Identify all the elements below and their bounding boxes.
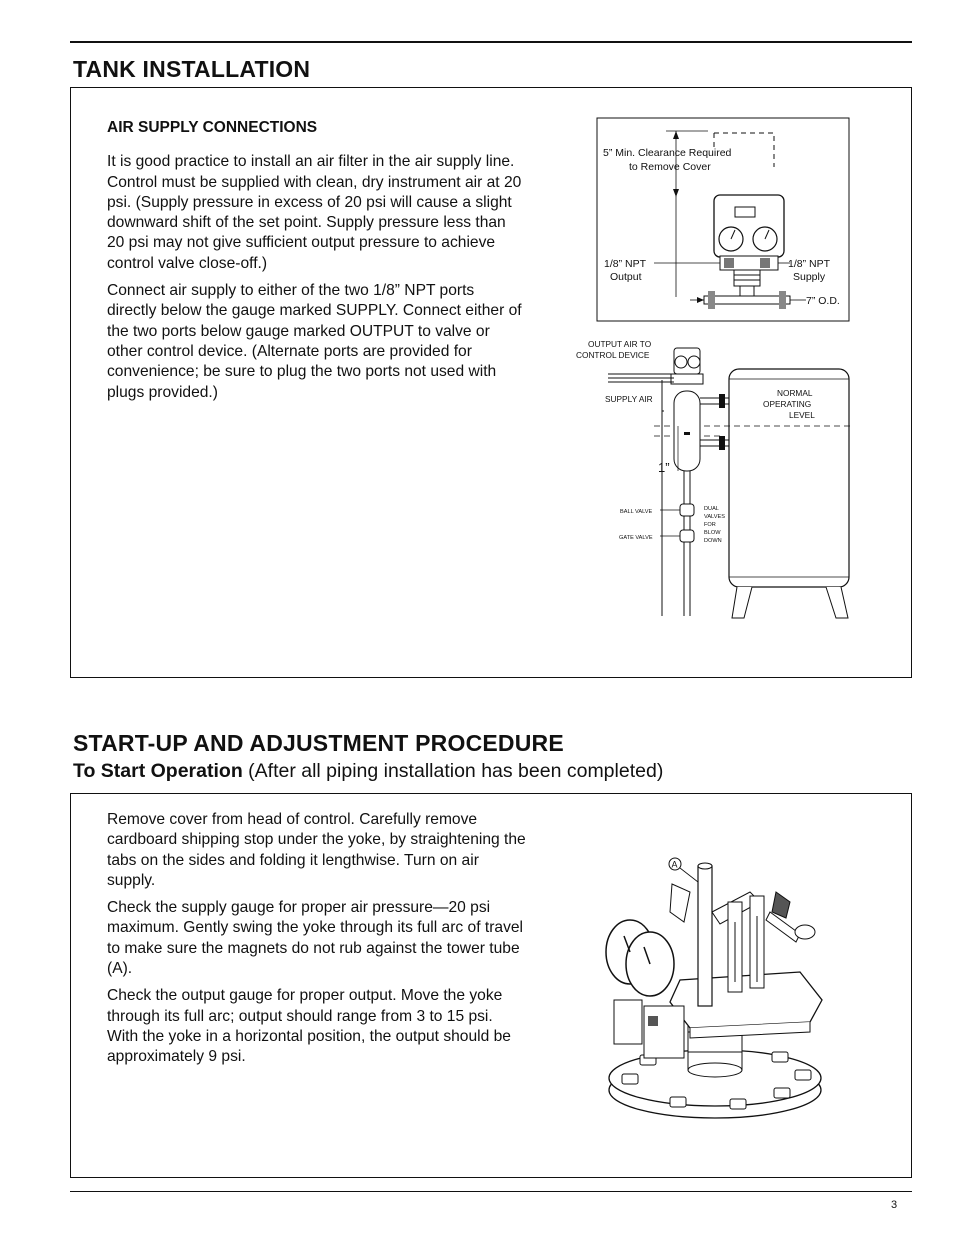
air-supply-text (107, 118, 527, 410)
dual-valves-label-3: FOR (704, 522, 716, 528)
control-clearance-figure (596, 117, 851, 322)
ball-valve-label: BALL VALVE (620, 509, 653, 515)
startup-text (107, 810, 527, 1075)
bottom-rule (70, 1191, 912, 1192)
output-air-label-1: OUTPUT AIR TO (588, 339, 652, 349)
dual-valves-label-5: DOWN (704, 538, 722, 544)
dual-valves-label-2: VALVES (704, 514, 725, 520)
supply-air-label: SUPPLY AIR (605, 394, 653, 404)
control-mechanism-figure (600, 852, 850, 1122)
output-air-label-2: CONTROL DEVICE (576, 350, 650, 360)
gate-valve-label: GATE VALVE (619, 535, 653, 541)
normal-level-label-1: NORMAL (777, 388, 813, 398)
supply-port-label-2: Supply (793, 271, 826, 283)
output-port-label-1: 1/8” NPT (604, 258, 647, 270)
air-supply-heading: AIR SUPPLY CONNECTIONS (107, 119, 318, 136)
air-supply-paragraph-2: Connect air supply to either of the two 1/8” NPT ports directly below the gauge marked SUPPLY. Connect either of the two ports below gauge marked OUTPUT to valve or other control device. (Alternate ports are provided for convenience; be sure to plug the two ports not used with plugs provided.) (107, 282, 522, 401)
air-supply-paragraph-1: It is good practice to install an air filter in the air supply line. Control must be supplied with clean, dry instrument air at 20 psi. (Supply pressure in excess of 20 psi will cause a slight downward shift of the set point. Supply pressure less than 20 psi may not give sufficient output pressure to achieve control valve close-off.) (107, 153, 522, 272)
section-title-tank-installation: TANK INSTALLATION (73, 56, 311, 82)
startup-paragraph-3: Check the output gauge for proper output. Move the yoke through its full arc; output should range from 3 to 15 psi. With the yoke in a horizontal position, the output should be approximately 9 psi. (107, 987, 511, 1066)
startup-subtitle (73, 760, 663, 783)
dual-valves-label-4: BLOW (704, 530, 721, 536)
page-number: 3 (891, 1199, 898, 1211)
startup-subtitle-bold: To Start Operation (73, 760, 243, 782)
od-label: 7” O.D. (806, 295, 840, 307)
dual-valves-label-1: DUAL (704, 506, 719, 512)
startup-paragraph-2: Check the supply gauge for proper air pressure—20 psi maximum. Gently swing the yoke through its full arc of travel to make sure the magnets do not rub against the tower tube (A). (107, 899, 523, 978)
clearance-label-2: to Remove Cover (629, 161, 711, 173)
top-rule (70, 41, 912, 43)
figure-callout-a: A (671, 859, 678, 870)
section-title-startup: START-UP AND ADJUSTMENT PROCEDURE (73, 730, 564, 756)
one-inch-label: 1” (658, 460, 670, 475)
startup-subtitle-rest: (After all piping installation has been completed) (242, 760, 664, 782)
output-port-label-2: Output (610, 271, 642, 283)
supply-port-label-1: 1/8” NPT (788, 258, 831, 270)
clearance-label-1: 5” Min. Clearance Required (603, 147, 732, 159)
startup-paragraph-1: Remove cover from head of control. Carefully remove cardboard shipping stop under the yoke, by straightening the tabs on the sides and folding it lengthwise. Turn on air supply. (107, 811, 526, 889)
tank-figure (574, 336, 858, 622)
normal-level-label-2: OPERATING (763, 399, 812, 409)
normal-level-label-3: LEVEL (789, 410, 815, 420)
